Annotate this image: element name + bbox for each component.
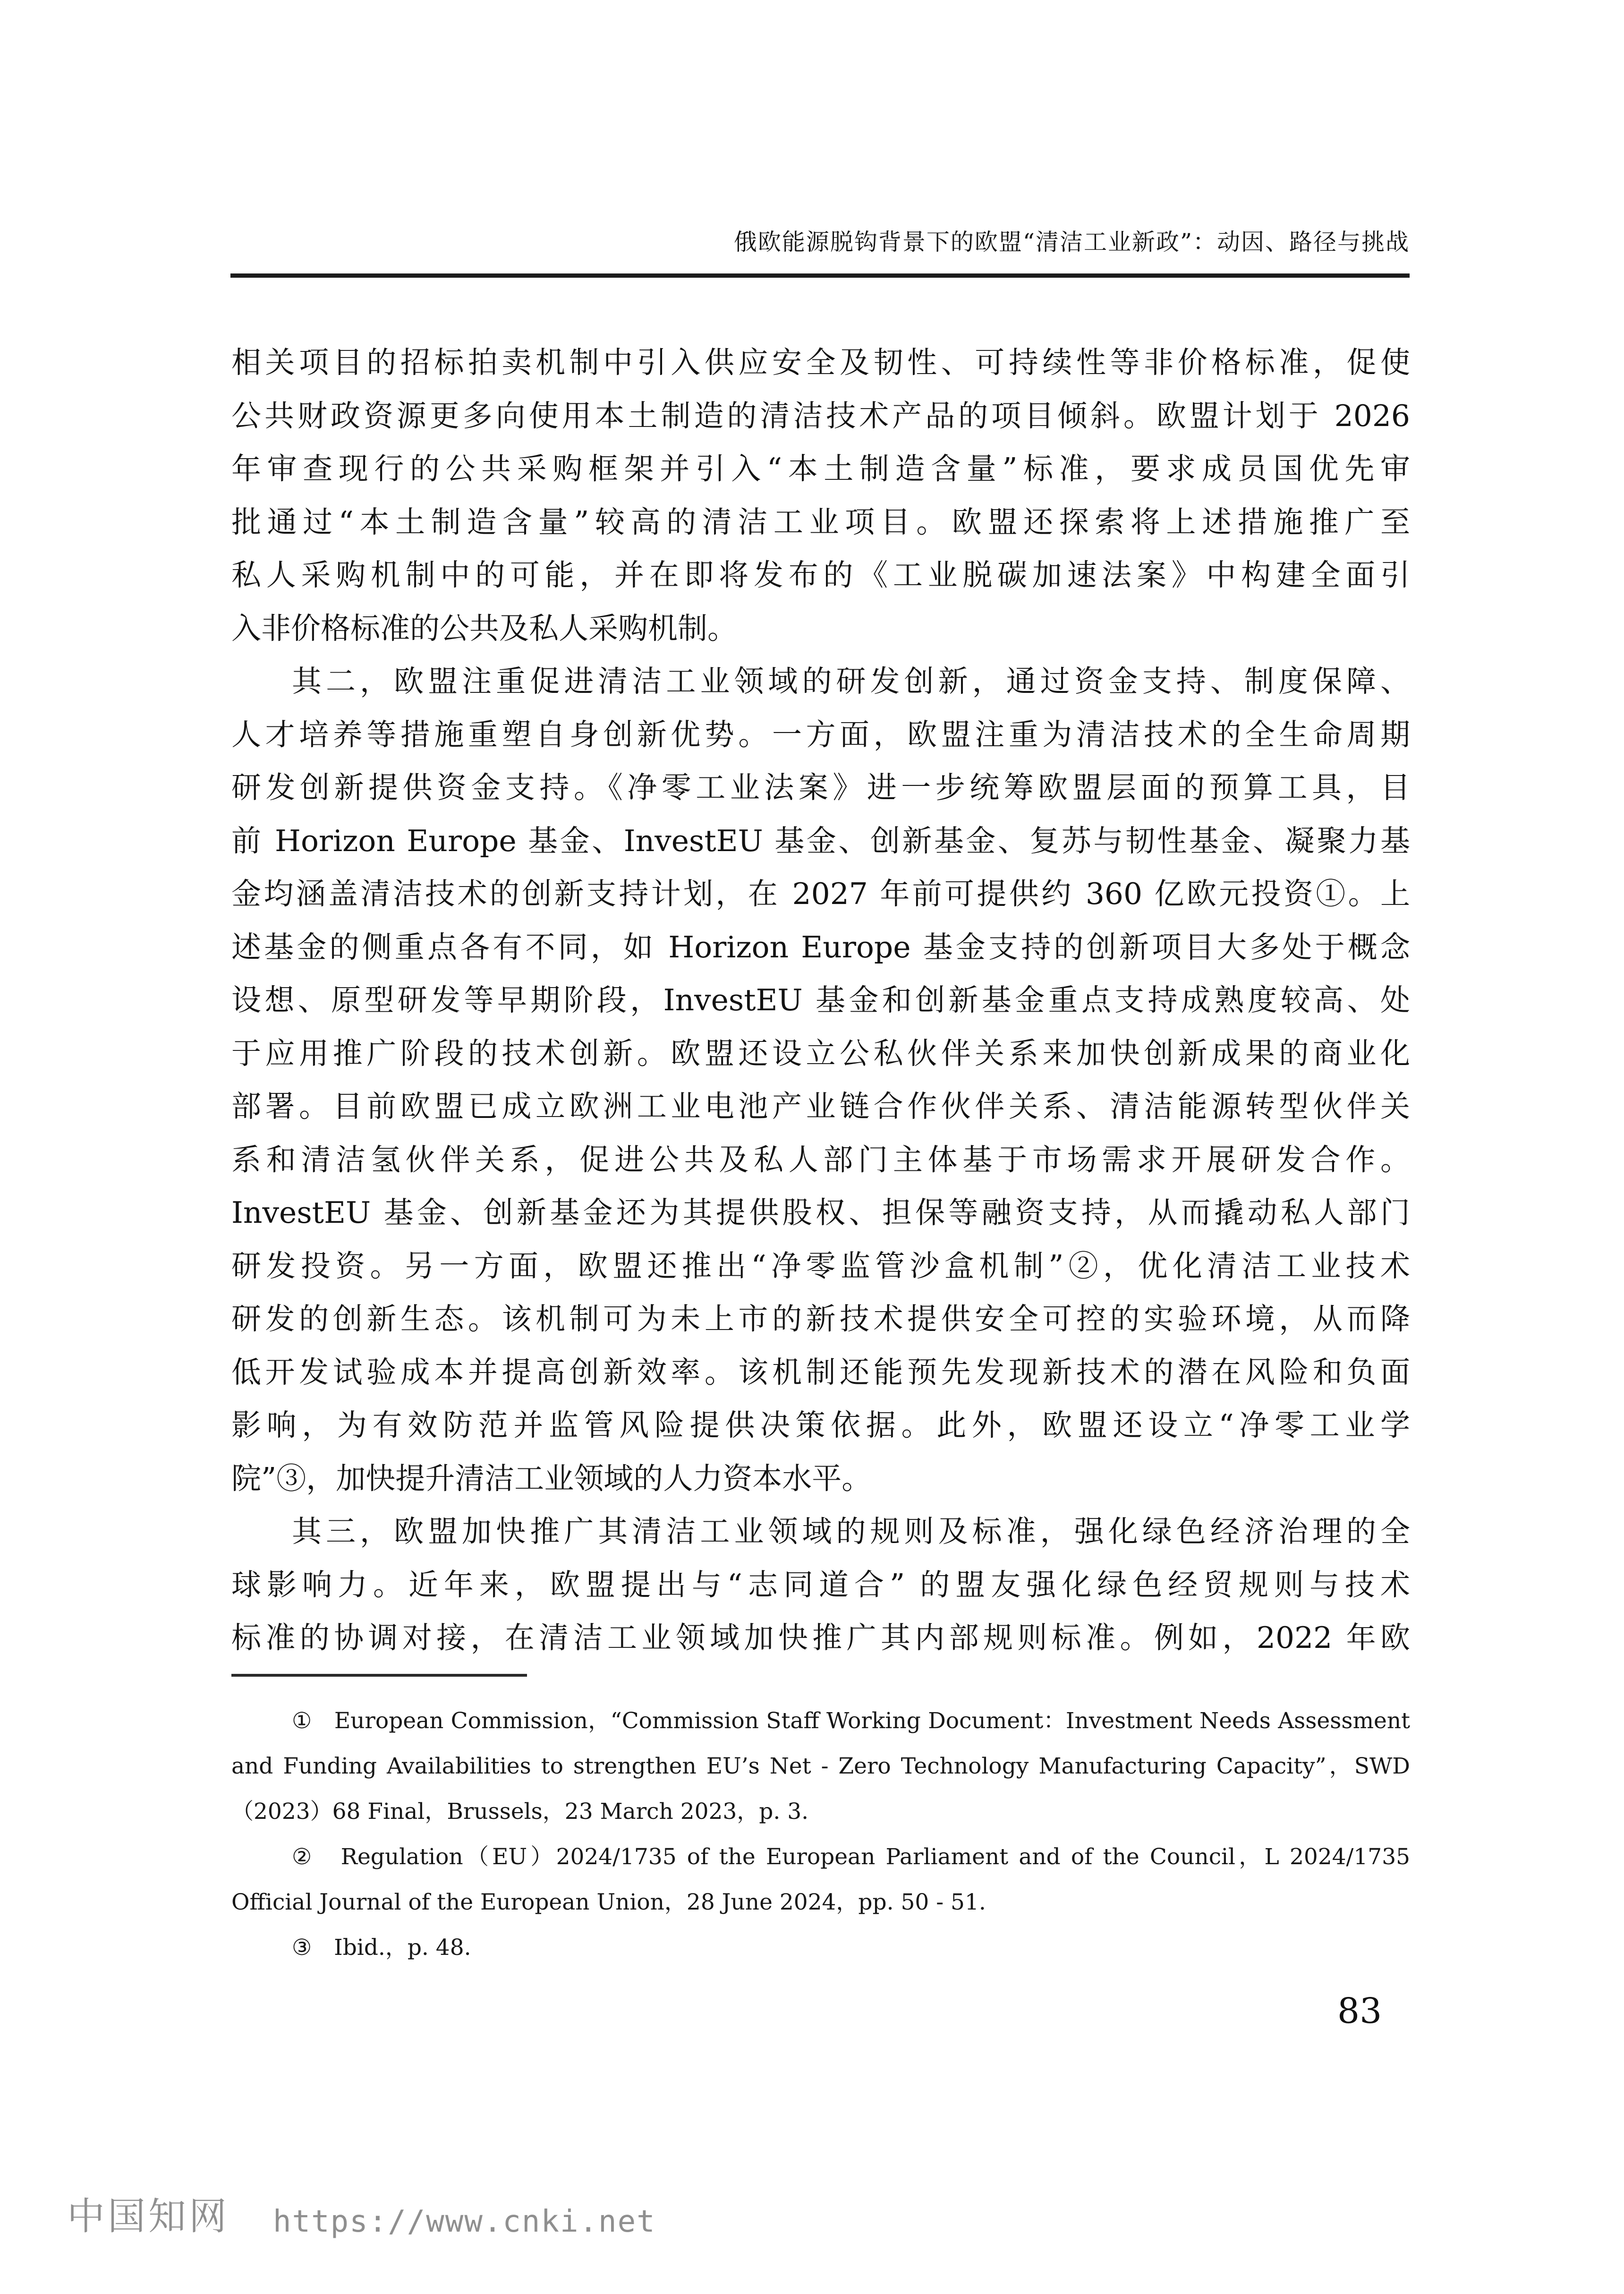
body-line: 球影响力。近年来，欧盟提出与“志同道合” 的盟友强化绿色经贸规则与技术 [231, 1567, 1410, 1602]
footnote-line: ② Regulation（EU）2024/1735 of the European Parliament and of the Council，L 2024/1735 [292, 1844, 1410, 1870]
body-line: 研发的创新生态。该机制可为未上市的新技术提供安全可控的实验环境，从而降 [231, 1302, 1410, 1336]
footnote-separator-rule [231, 1674, 527, 1677]
body-line: 述基金的侧重点各有不同，如 Horizon Europe 基金支持的创新项目大多处于概念 [231, 930, 1410, 964]
body-line: 公共财政资源更多向使用本土制造的清洁技术产品的项目倾斜。欧盟计划于 2026 [231, 398, 1410, 433]
footnote-line: Official Journal of the European Union，28 June 2024，pp. 50 - 51. [231, 1889, 986, 1915]
body-line: 研发投资。另一方面，欧盟还推出“净零监管沙盒机制”②，优化清洁工业技术 [231, 1248, 1410, 1283]
body-line: 其二，欧盟注重促进清洁工业领域的研发创新，通过资金支持、制度保障、 [292, 664, 1410, 699]
body-line: 部署。目前欧盟已成立欧洲工业电池产业链合作伙伴关系、清洁能源转型伙伴关 [231, 1089, 1410, 1124]
body-line: 院”③，加快提升清洁工业领域的人力资本水平。 [231, 1461, 872, 1496]
footnote-line: and Funding Availabilities to strengthen EU’s Net - Zero Technology Manufacturing Capacity”，SWD [231, 1753, 1410, 1779]
footnote-line: ① European Commission，“Commission Staff Working Document：Investment Needs Assessment [292, 1708, 1410, 1734]
cnki-watermark-logo: 中国知网 [67, 2194, 230, 2238]
body-line: 私人采购机制中的可能，并在即将发布的《工业脱碳加速法案》中构建全面引 [231, 558, 1410, 592]
body-line: 影响，为有效防范并监管风险提供决策依据。此外，欧盟还设立“净零工业学 [231, 1408, 1410, 1442]
body-line: 前 Horizon Europe 基金、InvestEU 基金、创新基金、复苏与韧性基金、凝聚力基 [231, 823, 1410, 858]
body-line: 低开发试验成本并提高创新效率。该机制还能预先发现新技术的潜在风险和负面 [231, 1355, 1410, 1390]
body-line: 批通过“本土制造含量”较高的清洁工业项目。欧盟还探索将上述措施推广至 [231, 504, 1410, 539]
footnote-line: ③ Ibid.，p. 48. [292, 1935, 471, 1961]
header-rule [230, 273, 1410, 278]
body-line: 系和清洁氢伙伴关系，促进公共及私人部门主体基于市场需求开展研发合作。 [231, 1142, 1410, 1177]
page-number: 83 [1337, 1991, 1382, 2031]
body-line: 标准的协调对接，在清洁工业领域加快推广其内部规则标准。例如，2022 年欧 [231, 1620, 1410, 1655]
body-line: 入非价格标准的公共及私人采购机制。 [231, 611, 737, 646]
body-line: 相关项目的招标拍卖机制中引入供应安全及韧性、可持续性等非价格标准，促使 [231, 345, 1410, 380]
body-line: 设想、原型研发等早期阶段，InvestEU 基金和创新基金重点支持成熟度较高、处 [231, 983, 1410, 1017]
body-line: InvestEU 基金、创新基金还为其提供股权、担保等融资支持，从而撬动私人部门 [231, 1195, 1410, 1230]
footnote-line: （2023）68 Final，Brussels，23 March 2023，p. 3. [231, 1799, 809, 1825]
body-line: 人才培养等措施重塑自身创新优势。一方面，欧盟注重为清洁技术的全生命周期 [231, 717, 1410, 752]
running-head-title: 俄欧能源脱钩背景下的欧盟“清洁工业新政”：动因、路径与挑战 [733, 229, 1410, 256]
body-text [231, 336, 1410, 1665]
footnotes [231, 1698, 1410, 1970]
body-line: 金均涵盖清洁技术的创新支持计划，在 2027 年前可提供约 360 亿欧元投资①。上 [231, 877, 1410, 911]
body-line: 于应用推广阶段的技术创新。欧盟还设立公私伙伴关系来加快创新成果的商业化 [231, 1036, 1410, 1071]
body-line: 其三，欧盟加快推广其清洁工业领域的规则及标准，强化绿色经济治理的全 [292, 1514, 1410, 1549]
body-line: 年审查现行的公共采购框架并引入“本土制造含量”标准，要求成员国优先审 [231, 452, 1410, 486]
cnki-watermark-url: https://www.cnki.net [273, 2204, 656, 2239]
body-line: 研发创新提供资金支持。《净零工业法案》进一步统筹欧盟层面的预算工具，目 [231, 770, 1410, 805]
